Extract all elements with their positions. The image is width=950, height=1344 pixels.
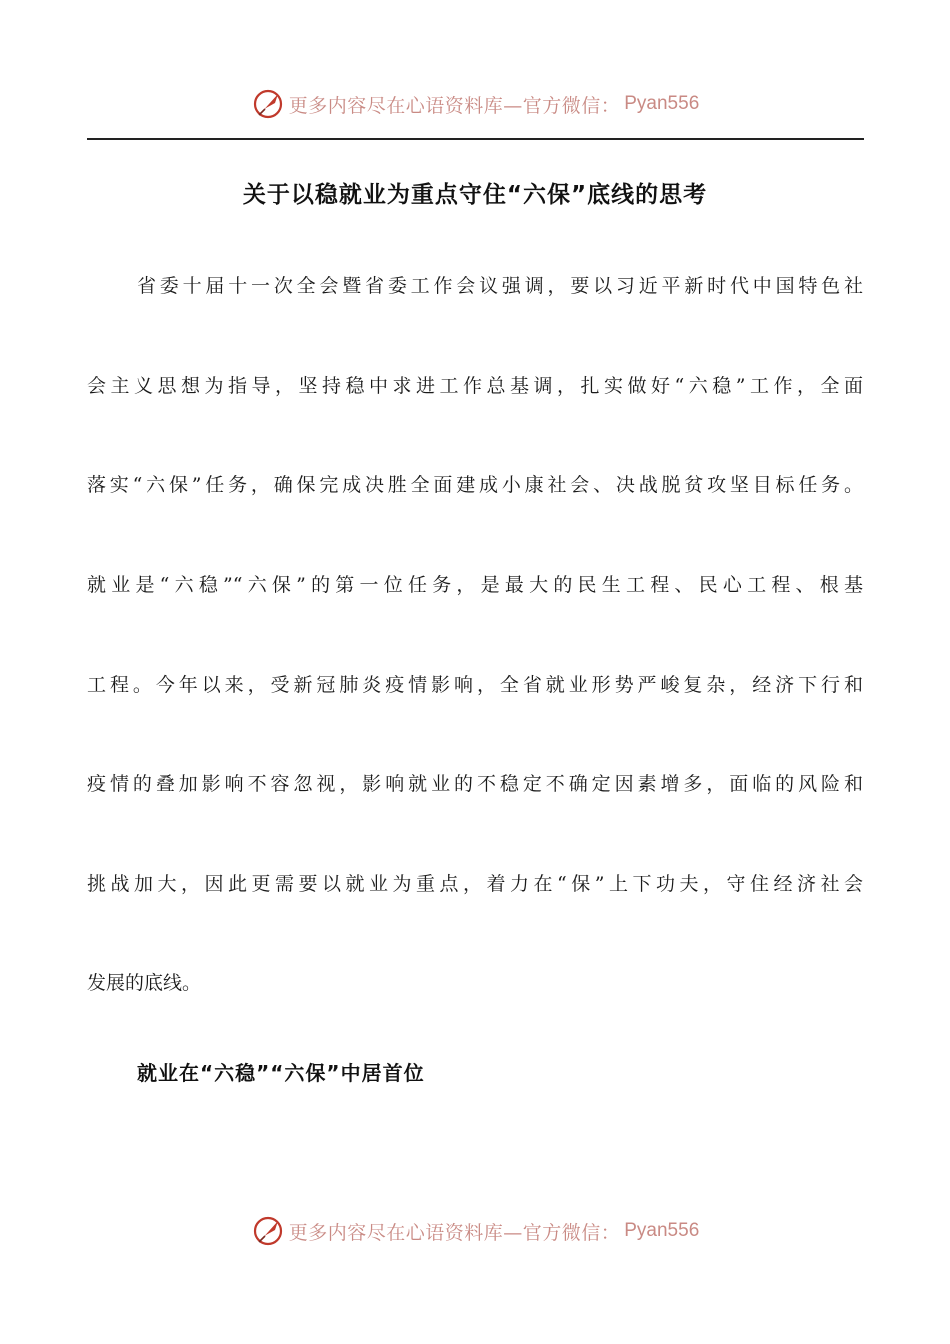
header-wechat-handle: Pyan556 xyxy=(624,93,700,114)
paragraph-line: 工程。今年以来，受新冠肺炎疫情影响，全省就业形势严峻复杂，经济下行和 xyxy=(87,674,863,696)
paragraph-line: 疫情的叠加影响不容忽视，影响就业的不稳定不确定因素增多，面临的风险和 xyxy=(87,773,863,795)
quill-logo-icon xyxy=(251,87,285,121)
footer-banner-text: 更多内容尽在心语资料库—官方微信： xyxy=(288,1221,621,1244)
quill-logo-icon xyxy=(251,1214,285,1248)
paragraph-line: 会主义思想为指导，坚持稳中求进工作总基调，扎实做好“六稳”工作，全面 xyxy=(87,375,863,397)
paragraph-line: 就业是“六稳”“六保”的第一位任务，是最大的民生工程、民心工程、根基 xyxy=(87,574,863,596)
section-subheading: 就业在“六稳”“六保”中居首位 xyxy=(137,1061,425,1085)
header-banner-text: 更多内容尽在心语资料库—官方微信： xyxy=(288,94,621,117)
paragraph-line: 省委十届十一次全会暨省委工作会议强调，要以习近平新时代中国特色社 xyxy=(137,275,863,297)
paragraph-line: 挑战加大，因此更需要以就业为重点，着力在“保”上下功夫，守住经济社会 xyxy=(87,873,863,895)
paragraph-line: 发展的底线。 xyxy=(87,972,202,994)
footer-wechat-handle: Pyan556 xyxy=(624,1220,700,1241)
header-divider xyxy=(87,138,864,140)
header-banner xyxy=(0,84,950,124)
footer-banner xyxy=(0,1211,950,1251)
document-title: 关于以稳就业为重点守住“六保”底线的思考 xyxy=(242,182,708,208)
paragraph-line: 落实“六保”任务，确保完成决胜全面建成小康社会、决战脱贫攻坚目标任务。 xyxy=(87,474,863,496)
